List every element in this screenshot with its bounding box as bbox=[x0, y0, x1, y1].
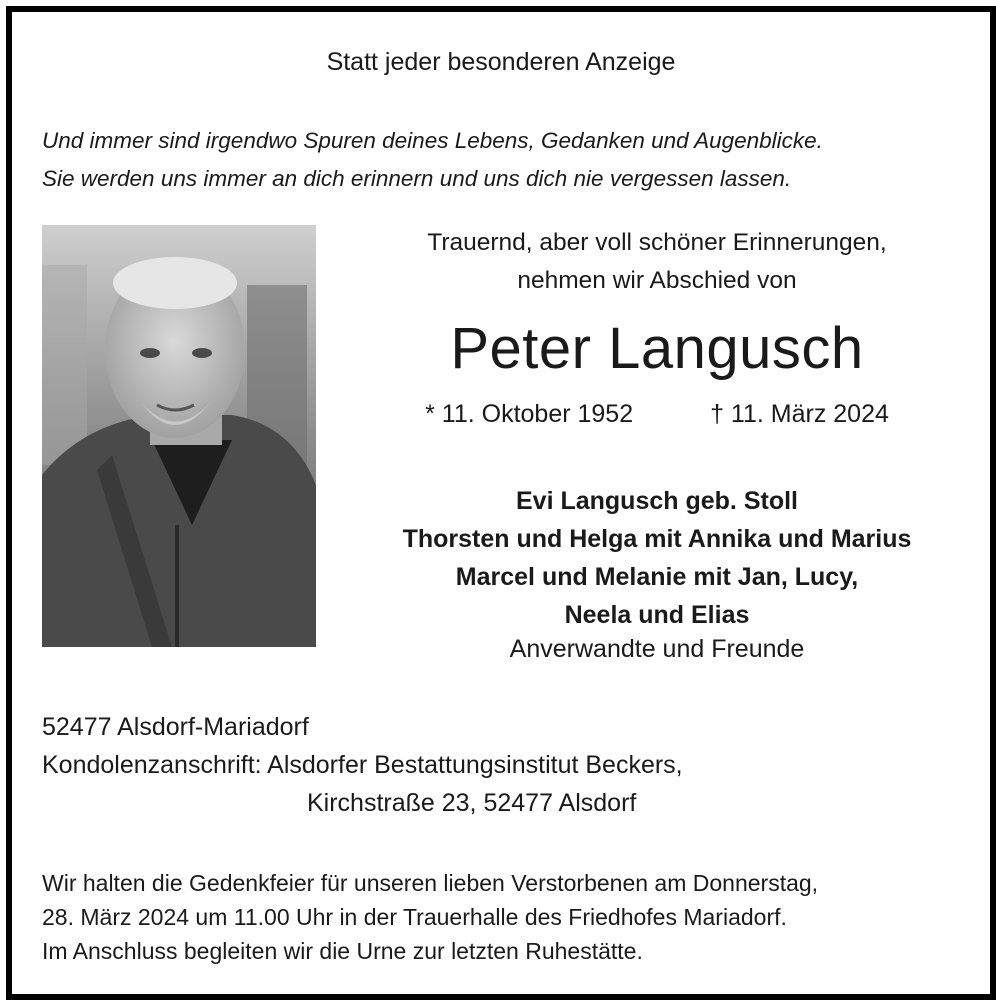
intro-line: Trauernd, aber voll schöner Erinnerungen, bbox=[427, 229, 887, 256]
ceremony-line: Wir halten die Gedenkfeier für unseren lieben Verstorbenen am Donnerstag, bbox=[42, 870, 819, 896]
memorial-quote bbox=[42, 122, 823, 198]
quote-line: Sie werden uns immer an dich erinnern und uns dich nie vergessen lassen. bbox=[42, 166, 792, 191]
family-line: Evi Langusch geb. Stoll bbox=[516, 487, 798, 515]
deceased-name: Peter Langusch bbox=[450, 316, 864, 381]
portrait-photo bbox=[42, 225, 316, 647]
condolence-address: Kondolenzanschrift: Alsdorfer Bestattungsinstitut Beckers, bbox=[42, 751, 683, 779]
address-block bbox=[42, 708, 683, 822]
ceremony-info bbox=[42, 866, 818, 968]
quote-line: Und immer sind irgendwo Spuren deines Lebens, Gedanken und Augenblicke. bbox=[42, 128, 823, 153]
obituary-frame bbox=[6, 6, 996, 1000]
birth-date: * 11. Oktober 1952 bbox=[425, 400, 634, 428]
address-city: 52477 Alsdorf-Mariadorf bbox=[42, 713, 309, 741]
family-line: Marcel und Melanie mit Jan, Lucy, bbox=[455, 563, 859, 591]
family-line: Neela und Elias bbox=[564, 601, 750, 629]
family-line: Thorsten und Helga mit Annika und Marius bbox=[402, 525, 912, 553]
ceremony-line: 28. März 2024 um 11.00 Uhr in der Trauerhalle des Friedhofes Mariadorf. bbox=[42, 904, 787, 930]
family-list bbox=[342, 482, 972, 634]
portrait-illustration bbox=[42, 225, 316, 647]
death-date: † 11. März 2024 bbox=[710, 400, 889, 428]
notice-header: Statt jeder besonderen Anzeige bbox=[326, 48, 676, 76]
intro-text bbox=[342, 224, 972, 300]
address-street: Kirchstraße 23, 52477 Alsdorf bbox=[307, 789, 637, 817]
life-dates bbox=[342, 396, 972, 432]
ceremony-line: Im Anschluss begleiten wir die Urne zur letzten Ruhestätte. bbox=[42, 938, 643, 964]
intro-line: nehmen wir Abschied von bbox=[517, 267, 797, 294]
relatives-line: Anverwandte und Freunde bbox=[509, 635, 805, 663]
